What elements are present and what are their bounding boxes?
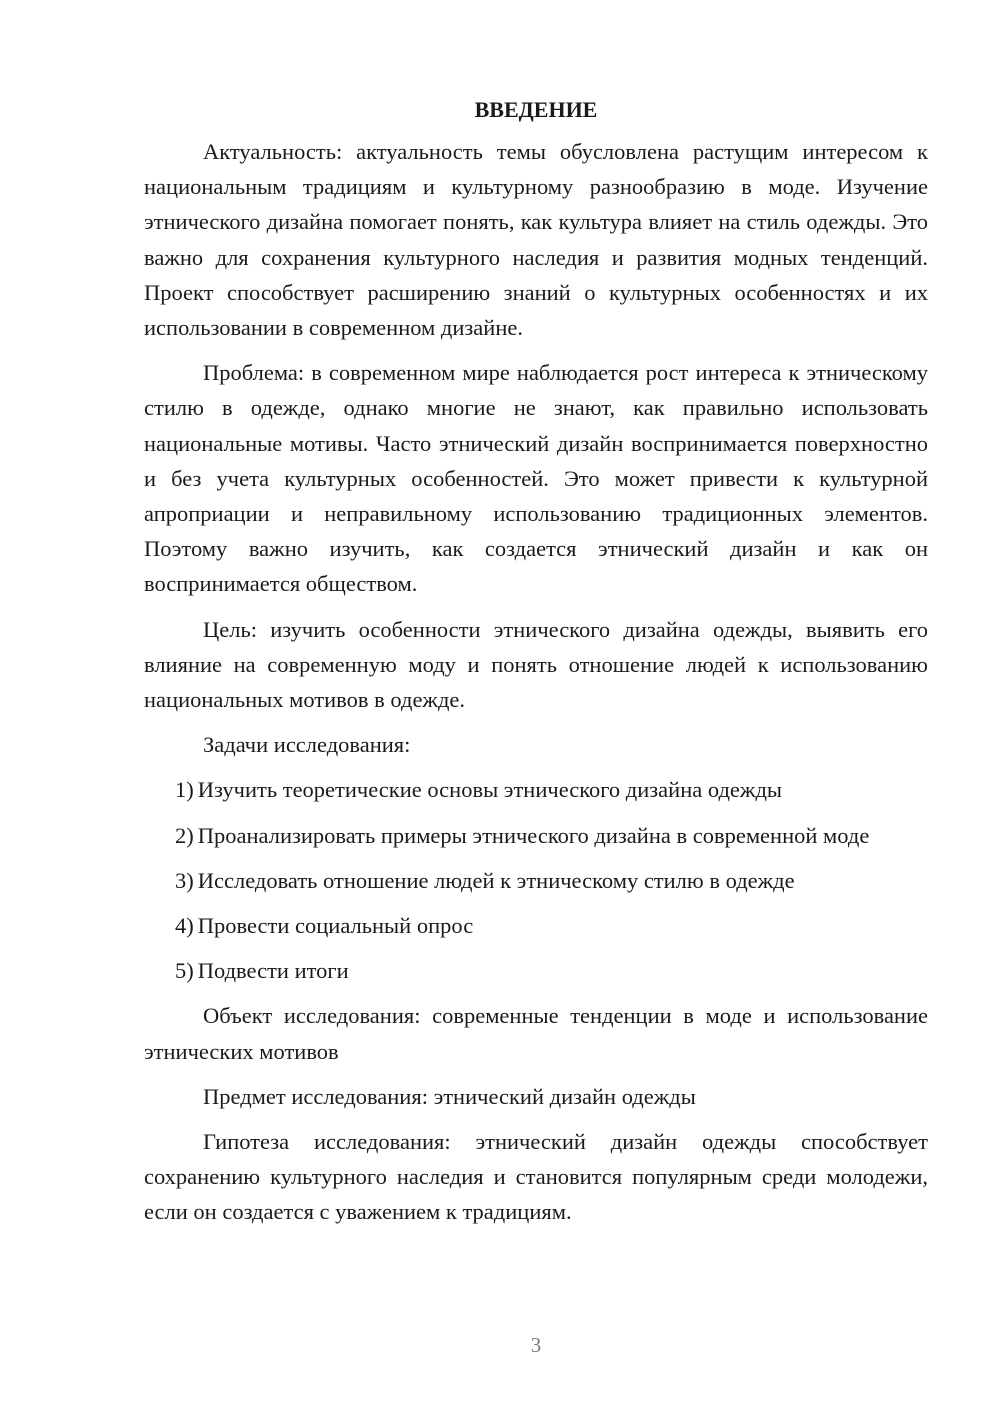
paragraph-object: Объект исследования: современные тенденции в моде и использование этнических мотивов	[144, 1003, 928, 1064]
paragraph-subject: Предмет исследования: этнический дизайн одежды	[203, 1083, 696, 1109]
tasks-list	[144, 772, 928, 988]
section-heading: ВВЕДЕНИЕ	[474, 97, 598, 122]
paragraph-relevance: Актуальность: актуальность темы обусловлена растущим интересом к национальным традициям и культурному разнообразию в моде. Изучение этнического дизайна помогает понять, как культура влияет на стиль одежды. Это важно для сохранения культурного наследия и развития модных тенденций. Проект способствует расширению знаний о культурных особенностях и их использовании в современном дизайне.	[144, 139, 928, 341]
task-number: 5)	[175, 958, 194, 984]
task-text: Подвести итоги	[197, 958, 349, 984]
task-number: 3)	[175, 867, 194, 893]
task-item	[144, 908, 928, 943]
task-text: Исследовать отношение людей к этническому стилю в одежде	[197, 867, 795, 893]
task-item	[144, 818, 928, 853]
task-text: Проанализировать примеры этнического дизайна в современной моде	[197, 822, 870, 848]
document-page	[144, 92, 928, 1240]
tasks-title: Задачи исследования:	[203, 732, 411, 758]
task-text: Провести социальный опрос	[197, 913, 474, 939]
paragraph-problem: Проблема: в современном мире наблюдается рост интереса к этническому стилю в одежде, однако многие не знают, как правильно использовать национальные мотивы. Часто этнический дизайн воспринимается поверхностно и без учета культурных особенностей. Это может привести к культурной апроприации и неправильному использованию традиционных элементов. Поэтому важно изучить, как создается этнический дизайн и как он воспринимается обществом.	[144, 360, 928, 597]
paragraph-hypothesis: Гипотеза исследования: этнический дизайн одежды способствует сохранению культурного наследия и становится популярным среди молодежи, если он создается с уважением к традициям.	[144, 1129, 928, 1225]
page-number: 3	[530, 1333, 542, 1357]
task-item	[144, 953, 928, 988]
task-number: 4)	[175, 913, 194, 939]
task-text: Изучить теоретические основы этнического дизайна одежды	[197, 777, 783, 803]
task-item	[144, 772, 928, 807]
paragraph-goal: Цель: изучить особенности этнического дизайна одежды, выявить его влияние на современную моду и понять отношение людей к использованию национальных мотивов в одежде.	[144, 616, 928, 713]
task-number: 2)	[175, 822, 194, 848]
task-item	[144, 863, 928, 898]
task-number: 1)	[175, 777, 194, 803]
